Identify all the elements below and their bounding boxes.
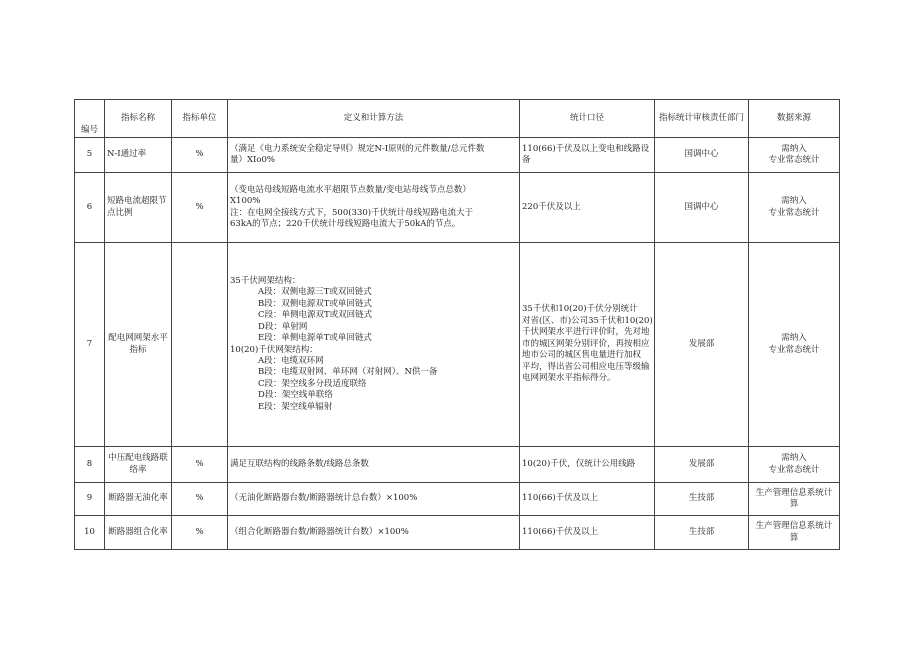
row-num: 6	[75, 173, 105, 243]
row-dept: 发展部	[655, 243, 749, 447]
table-row	[75, 243, 840, 447]
source-line: 算	[789, 499, 799, 509]
scope-line: 电网网架水平指标得分。	[522, 373, 616, 384]
definition-line: 35千伏网架结构：	[230, 275, 301, 286]
definition-line: D段：架空线单联络	[258, 390, 333, 401]
row-dept: 生技部	[655, 516, 749, 550]
scope-line: 地市公司的城区售电量进行加权	[522, 350, 642, 361]
definition-line: E段：单侧电源单T或单回链式	[258, 333, 372, 344]
scope-line: 平均，得出省公司相应电压等级输	[522, 361, 650, 372]
definition-line: E段：架空线单辐射	[258, 401, 333, 412]
row-unit: %	[172, 516, 228, 550]
source-line: 需纳入	[781, 453, 807, 464]
definition-line: 量）XIo0%	[230, 155, 276, 165]
row-name: 配电网网架水平指标	[105, 243, 172, 447]
row-source	[749, 173, 840, 243]
row-unit: %	[172, 138, 228, 173]
definition-line: 满足互联结构的线路条数/线路总条数	[230, 458, 369, 469]
row-source	[749, 243, 840, 447]
indicator-table	[74, 99, 840, 550]
definition-line: B段：双侧电源双T或单回链式	[258, 298, 372, 309]
scope-line: 220千伏及以上	[522, 201, 581, 212]
definition-line: 注：在电网全接线方式下，500(330)千伏统计母线短路电流大于	[230, 207, 474, 218]
table-header-row	[75, 100, 840, 138]
source-line: 专业常态统计	[768, 464, 820, 475]
row-definition	[228, 516, 520, 550]
row-definition	[228, 173, 520, 243]
definition-line: B段：电缆双射网、单环网（对射网）、N供一备	[258, 367, 438, 378]
row-scope	[520, 243, 655, 447]
header-scope: 统计口径	[520, 100, 655, 138]
table-row	[75, 483, 840, 516]
scope-line: 10(20)千伏，仅统计公用线路	[522, 458, 636, 469]
row-name: 断路器无油化率	[105, 483, 172, 516]
header-name: 指标名称	[105, 100, 172, 138]
row-name: N-I通过率	[105, 138, 172, 173]
definition-line: A段：电缆双环网	[258, 355, 324, 366]
row-source	[749, 138, 840, 173]
row-num: 7	[75, 243, 105, 447]
row-num: 9	[75, 483, 105, 516]
row-dept: 发展部	[655, 447, 749, 483]
definition-line: 10(20)千伏网架结构：	[230, 344, 318, 355]
row-num: 8	[75, 447, 105, 483]
row-name: 中压配电线路联络率	[105, 447, 172, 483]
definition-line: D段：单射网	[258, 321, 308, 332]
definition-line: （组合化断路器台数/断路器统计台数）×100%	[230, 526, 409, 537]
row-definition	[228, 243, 520, 447]
header-source: 数据来源	[749, 100, 840, 138]
header-num: 编号	[75, 100, 105, 138]
row-unit	[172, 243, 228, 447]
definition-line: A段：双侧电源三T或双回链式	[258, 287, 372, 298]
row-name: 断路器组合化率	[105, 516, 172, 550]
scope-line: 市的城区网架分别评价，再按相应	[522, 338, 650, 349]
row-name: 短路电流超限节点比例	[105, 173, 172, 243]
scope-line: 110(66)千伏及以上	[522, 526, 599, 537]
row-scope	[520, 483, 655, 516]
source-line: 算	[789, 532, 799, 543]
header-unit: 指标单位	[172, 100, 228, 138]
row-source	[749, 516, 840, 550]
row-num: 5	[75, 138, 105, 173]
table-row	[75, 516, 840, 550]
definition-line: C段：单侧电源双T或双回链式	[258, 310, 373, 321]
table-row	[75, 138, 840, 173]
source-line: 需纳入	[781, 143, 807, 154]
row-dept: 国调中心	[655, 173, 749, 243]
source-line: 专业常态统计	[768, 344, 820, 355]
row-num: 10	[75, 516, 105, 550]
row-definition	[228, 447, 520, 483]
definition-line: （变电站母线短路电流水平超限节点数量/变电站母线节点总数）	[230, 184, 471, 195]
definition-line: C段：架空线多分段适度联络	[258, 378, 367, 389]
definition-line: （无油化断路器台数/断路器统计总台数）×100%	[230, 493, 418, 504]
source-line: 专业常态统计	[768, 155, 820, 165]
row-scope	[520, 138, 655, 173]
row-source	[749, 447, 840, 483]
source-line: 需纳入	[781, 333, 807, 344]
row-definition	[228, 483, 520, 516]
row-dept: 国调中心	[655, 138, 749, 173]
table-row	[75, 173, 840, 243]
row-unit: %	[172, 447, 228, 483]
scope-line: 对省(区、市)公司35千伏和10(20)	[522, 315, 653, 326]
source-line: 生产管理信息系统计	[755, 521, 833, 532]
row-unit: %	[172, 173, 228, 243]
header-definition: 定义和计算方法	[228, 100, 520, 138]
definition-line: （满足《电力系统安全稳定导则》规定N-I原则的元件数量/总元件数	[230, 143, 485, 154]
definition-line: 63kA的节点；220千伏统计母线短路电流大于50kA的节点。	[230, 218, 461, 229]
scope-line: 110(66)千伏及以上	[522, 493, 599, 504]
row-source	[749, 483, 840, 516]
row-dept: 生技部	[655, 483, 749, 516]
source-line: 需纳入	[781, 196, 807, 207]
row-scope	[520, 447, 655, 483]
scope-line: 千伏网架水平进行评价时，先对地	[522, 327, 650, 338]
row-scope	[520, 516, 655, 550]
table-row	[75, 447, 840, 483]
source-line: 生产管理信息系统计	[755, 487, 833, 498]
row-definition	[228, 138, 520, 173]
scope-line: 110(66)千伏及以上变电和线路设	[522, 143, 650, 154]
header-dept: 指标统计审核责任部门	[655, 100, 749, 138]
definition-line: X100%	[230, 196, 261, 207]
source-line: 专业常态统计	[768, 207, 820, 218]
scope-line: 35千伏和10(20)千伏分别统计	[522, 304, 638, 315]
row-unit: %	[172, 483, 228, 516]
scope-line: 备	[522, 155, 531, 165]
row-scope	[520, 173, 655, 243]
